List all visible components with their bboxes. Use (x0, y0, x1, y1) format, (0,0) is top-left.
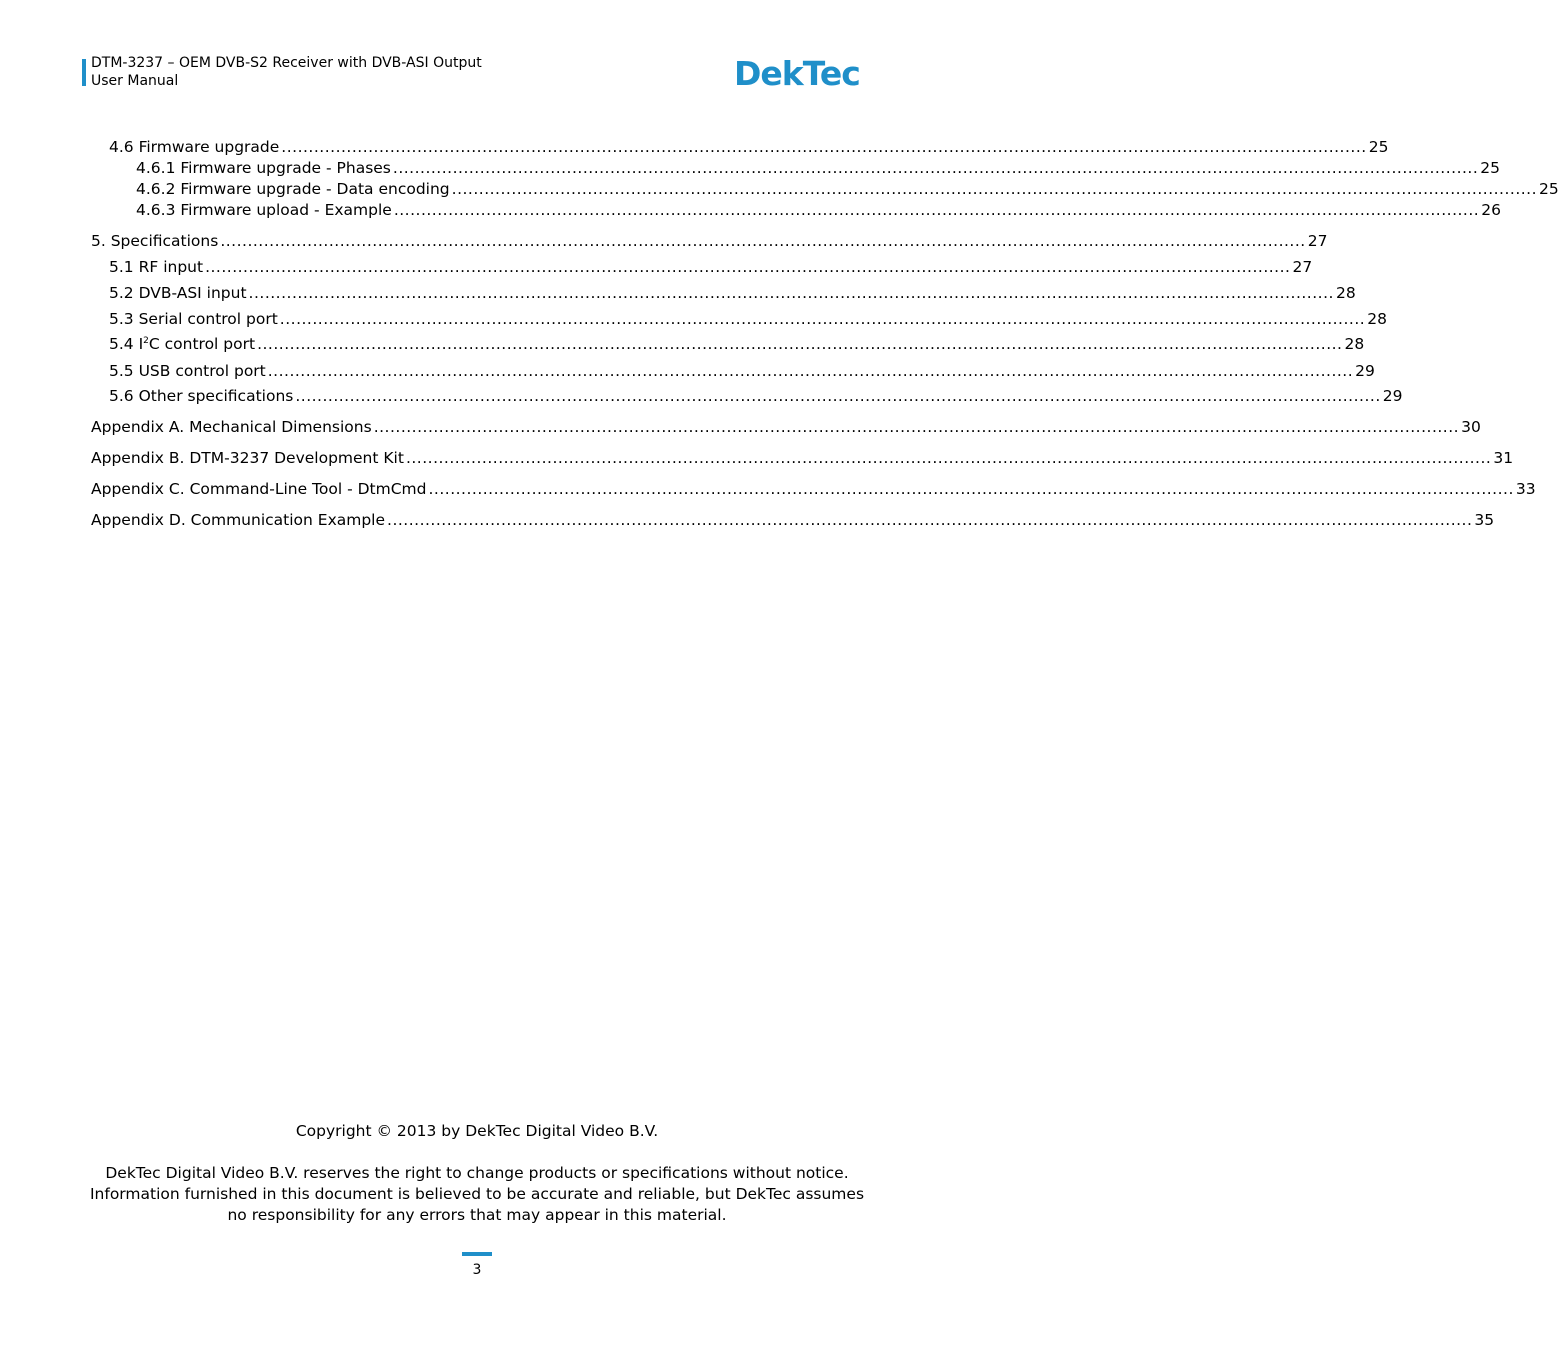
toc-entry-page: 30 (1461, 418, 1481, 436)
disclaimer-line-1: DekTec Digital Video B.V. reserves the right to change products or specifications without notice. (105, 1164, 849, 1182)
toc-entry[interactable] (91, 478, 1536, 500)
toc-entry-title: Appendix B. DTM-3237 Development Kit (91, 449, 404, 467)
table-of-contents (91, 0, 1559, 540)
toc-entry-title: 4.6.3 Firmware upload - Example (136, 201, 392, 219)
toc-entry-title: 5.6 Other specifications (109, 387, 294, 405)
header-subtitle: User Manual (91, 73, 179, 89)
header-title: DTM-3237 – OEM DVB-S2 Receiver with DVB-ASI Output (91, 55, 482, 71)
toc-entry-page: 35 (1474, 511, 1495, 529)
toc-dot-leader: ........................................................................................................................................................................................................ (387, 511, 1473, 529)
toc-entry-title: 4.6.2 Firmware upgrade - Data encoding (136, 180, 450, 198)
header-accent-bar (82, 59, 86, 86)
toc-entry-page: 33 (1515, 480, 1536, 498)
toc-entry[interactable] (91, 385, 1403, 407)
toc-entry[interactable] (91, 256, 1313, 278)
toc-entry[interactable] (91, 136, 1389, 158)
toc-dot-leader: ........................................................................................................................................................................................................ (405, 449, 1492, 467)
disclaimer-line-2: Information furnished in this document is believed to be accurate and reliable, but DekTec assumes (89, 1185, 865, 1203)
toc-dot-leader: ........................................................................................................................................................................................................ (205, 258, 1291, 276)
toc-entry[interactable] (91, 282, 1356, 304)
toc-entry-page: 29 (1355, 362, 1375, 380)
toc-entry-page: 27 (1292, 258, 1313, 276)
toc-dot-leader: ........................................................................................................................................................................................................ (257, 335, 1343, 353)
toc-entry-title: Appendix C. Command-Line Tool - DtmCmd (91, 480, 427, 498)
logo-text: DekTec (734, 54, 860, 93)
toc-entry-title: 5.2 DVB-ASI input (109, 284, 247, 302)
toc-entry-title: 5.1 RF input (109, 258, 204, 276)
toc-entry-title: 4.6 Firmware upgrade (109, 138, 280, 156)
toc-entry[interactable] (91, 157, 1501, 179)
copyright-notice: Copyright © 2013 by DekTec Digital Video B.V. (295, 1122, 659, 1140)
toc-entry[interactable] (91, 360, 1375, 382)
toc-entry[interactable] (91, 509, 1495, 531)
toc-entry-page: 28 (1344, 335, 1365, 353)
toc-entry-title: Appendix A. Mechanical Dimensions (91, 418, 372, 436)
toc-entry-page: 25 (1480, 159, 1501, 177)
toc-entry-title: 5.3 Serial control port (109, 310, 278, 328)
toc-entry[interactable] (91, 447, 1514, 469)
toc-entry-title (109, 333, 255, 355)
toc-entry-page: 28 (1367, 310, 1387, 328)
toc-dot-leader: ........................................................................................................................................................................................................ (279, 310, 1366, 328)
toc-entry-title-superscript: 2 (143, 335, 149, 346)
toc-dot-leader: ........................................................................................................................................................................................................ (393, 201, 1480, 219)
toc-dot-leader: ........................................................................................................................................................................................................ (428, 480, 1514, 498)
page-number: 3 (472, 1262, 482, 1278)
toc-entry-title: 4.6.1 Firmware upgrade - Phases (136, 159, 391, 177)
toc-entry[interactable] (91, 178, 1559, 200)
toc-entry-page: 25 (1539, 180, 1559, 198)
toc-dot-leader: ........................................................................................................................................................................................................ (451, 180, 1538, 198)
toc-entry-title: 5.5 USB control port (109, 362, 266, 380)
toc-entry-title: 5. Specifications (91, 232, 219, 250)
toc-dot-leader: ........................................................................................................................................................................................................ (220, 232, 1306, 250)
toc-dot-leader: ........................................................................................................................................................................................................ (248, 284, 1334, 302)
toc-dot-leader: ........................................................................................................................................................................................................ (373, 418, 1460, 436)
toc-entry-title-part: 5.4 I (109, 335, 144, 353)
toc-entry-page: 25 (1368, 138, 1389, 156)
toc-entry-page: 31 (1493, 449, 1514, 467)
toc-entry-title: Appendix D. Communication Example (91, 511, 386, 529)
toc-dot-leader: ........................................................................................................................................................................................................ (392, 159, 1479, 177)
toc-dot-leader: ........................................................................................................................................................................................................ (267, 362, 1354, 380)
toc-entry[interactable] (91, 230, 1328, 252)
toc-dot-leader: ........................................................................................................................................................................................................ (281, 138, 1367, 156)
toc-entry-page: 28 (1335, 284, 1356, 302)
toc-entry[interactable] (91, 333, 1365, 355)
toc-dot-leader: ........................................................................................................................................................................................................ (295, 387, 1381, 405)
toc-entry-page: 27 (1307, 232, 1328, 250)
toc-entry[interactable] (91, 308, 1387, 330)
toc-entry[interactable] (91, 416, 1481, 438)
page-number-accent-bar (462, 1252, 492, 1256)
toc-entry-page: 29 (1382, 387, 1403, 405)
toc-entry-page: 26 (1481, 201, 1501, 219)
disclaimer-line-3: no responsibility for any errors that may appear in this material. (227, 1206, 727, 1224)
toc-entry-title-part: C control port (148, 335, 256, 353)
toc-entry[interactable] (91, 199, 1501, 221)
